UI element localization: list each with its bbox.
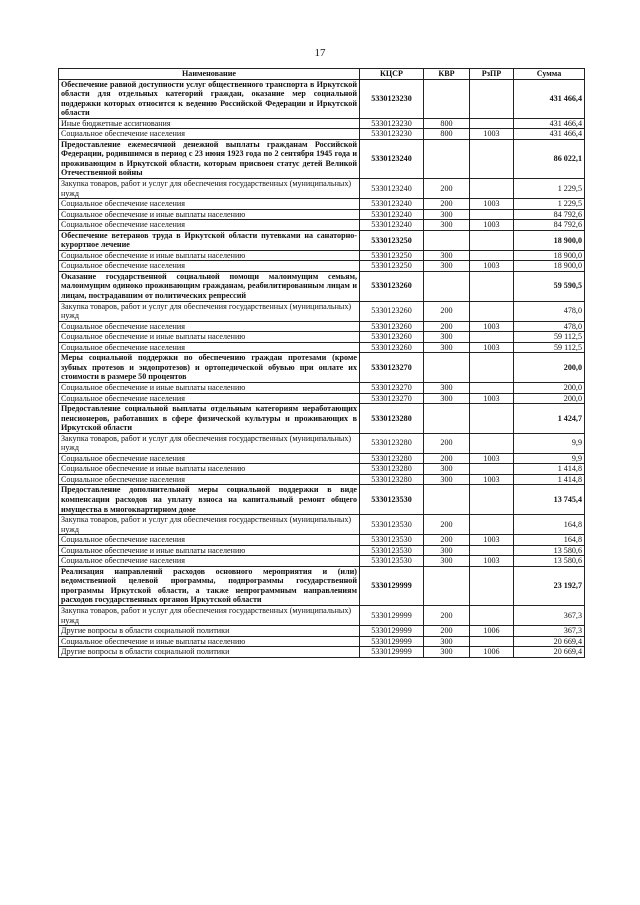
cell-sum: 23 192,7 [514,566,585,605]
cell-name: Социальное обеспечение и иные выплаты населению [59,209,360,220]
table-row [59,647,585,658]
table-row-section [59,230,585,250]
cell-rzpr [470,271,514,301]
cell-kcsr: 5330123240 [360,209,424,220]
cell-kcsr: 5330123260 [360,271,424,301]
cell-rzpr [470,382,514,393]
table-row-section [59,79,585,118]
cell-kcsr: 5330123260 [360,342,424,353]
cell-name: Закупка товаров, работ и услуг для обеспечения государственных (муниципальных) нужд [59,605,360,625]
cell-kvr: 300 [424,393,470,404]
cell-rzpr: 1003 [470,220,514,231]
cell-kvr: 300 [424,464,470,475]
cell-rzpr [470,433,514,453]
cell-name: Социальное обеспечение населения [59,321,360,332]
table-row [59,301,585,321]
table-row [59,636,585,647]
cell-kcsr: 5330123270 [360,353,424,383]
cell-kcsr: 5330123280 [360,453,424,464]
cell-kvr [424,566,470,605]
cell-name: Социальное обеспечение и иные выплаты населению [59,382,360,393]
cell-name: Социальное обеспечение и иные выплаты населению [59,332,360,343]
cell-kvr [424,353,470,383]
cell-name: Закупка товаров, работ и услуг для обеспечения государственных (муниципальных) нужд [59,179,360,199]
cell-sum: 18 900,0 [514,261,585,272]
cell-kcsr: 5330123280 [360,474,424,485]
cell-sum: 478,0 [514,321,585,332]
cell-rzpr: 1003 [470,556,514,567]
cell-rzpr: 1003 [470,535,514,546]
cell-sum: 200,0 [514,382,585,393]
cell-sum: 86 022,1 [514,139,585,178]
table-row [59,433,585,453]
cell-kvr [424,404,470,434]
cell-name: Социальное обеспечение и иные выплаты населению [59,545,360,556]
cell-kcsr: 5330129999 [360,647,424,658]
cell-name: Оказание государственной социальной помощи малоимущим семьям, малоимущим одиноко проживающим гражданам, реабилитированным лицам и лицам, пострадавшим от политических репрессий [59,271,360,301]
table-row [59,321,585,332]
cell-rzpr: 1003 [470,474,514,485]
cell-rzpr [470,404,514,434]
budget-table [58,68,585,658]
cell-sum: 1 414,8 [514,474,585,485]
table-row [59,118,585,129]
cell-kcsr: 5330123530 [360,556,424,567]
cell-rzpr [470,139,514,178]
cell-sum: 1 229,5 [514,199,585,210]
cell-rzpr [470,605,514,625]
cell-kvr: 800 [424,129,470,140]
cell-kcsr: 5330123240 [360,139,424,178]
cell-name: Закупка товаров, работ и услуг для обеспечения государственных (муниципальных) нужд [59,301,360,321]
cell-name: Социальное обеспечение населения [59,220,360,231]
cell-sum: 431 466,4 [514,129,585,140]
table-row [59,179,585,199]
cell-kvr [424,139,470,178]
cell-rzpr [470,301,514,321]
header-kvr: КВР [424,69,470,80]
table-header [59,69,585,80]
cell-kcsr: 5330129999 [360,636,424,647]
cell-sum: 18 900,0 [514,250,585,261]
cell-rzpr [470,250,514,261]
cell-kcsr: 5330123240 [360,179,424,199]
table-row [59,382,585,393]
cell-name: Социальное обеспечение населения [59,556,360,567]
cell-name: Обеспечение ветеранов труда в Иркутской области путевками на санаторно-курортное лечение [59,230,360,250]
cell-sum: 200,0 [514,393,585,404]
cell-kvr: 200 [424,453,470,464]
table-row-section [59,404,585,434]
table-row [59,250,585,261]
cell-sum: 164,8 [514,515,585,535]
cell-kvr: 300 [424,382,470,393]
table-row [59,515,585,535]
cell-kvr: 200 [424,605,470,625]
header-name: Наименование [59,69,360,80]
cell-rzpr [470,464,514,475]
cell-rzpr: 1003 [470,261,514,272]
cell-rzpr: 1006 [470,626,514,637]
cell-kcsr: 5330123280 [360,404,424,434]
cell-sum: 13 580,6 [514,545,585,556]
cell-sum: 367,3 [514,626,585,637]
cell-sum: 59 112,5 [514,342,585,353]
cell-rzpr [470,515,514,535]
cell-kvr [424,79,470,118]
cell-name: Социальное обеспечение населения [59,474,360,485]
cell-name: Другие вопросы в области социальной политики [59,647,360,658]
cell-name: Социальное обеспечение и иные выплаты населению [59,636,360,647]
cell-kvr: 200 [424,626,470,637]
cell-kcsr: 5330123530 [360,535,424,546]
table-row [59,626,585,637]
cell-name: Социальное обеспечение населения [59,199,360,210]
cell-kvr: 200 [424,301,470,321]
cell-kvr: 200 [424,321,470,332]
cell-kvr: 200 [424,515,470,535]
page-number: 17 [314,47,326,59]
cell-kcsr: 5330123250 [360,261,424,272]
cell-sum: 9,9 [514,433,585,453]
cell-sum: 1 229,5 [514,179,585,199]
cell-rzpr: 1003 [470,199,514,210]
table-row-section [59,353,585,383]
cell-kvr: 300 [424,209,470,220]
table-row [59,453,585,464]
cell-name: Другие вопросы в области социальной политики [59,626,360,637]
cell-kcsr: 5330129999 [360,566,424,605]
cell-rzpr: 1003 [470,321,514,332]
cell-kvr: 300 [424,342,470,353]
cell-kvr: 300 [424,220,470,231]
cell-sum: 13 745,4 [514,485,585,515]
cell-name: Социальное обеспечение населения [59,453,360,464]
cell-sum: 9,9 [514,453,585,464]
cell-name: Закупка товаров, работ и услуг для обеспечения государственных (муниципальных) нужд [59,515,360,535]
cell-kcsr: 5330123270 [360,382,424,393]
cell-kvr: 300 [424,636,470,647]
cell-name: Обеспечение равной доступности услуг общественного транспорта в Иркутской области для отдельных категорий граждан, оказание мер социальной поддержки которых относится к ведению Российской Федерации и Иркутской области [59,79,360,118]
header-rzpr: РзПР [470,69,514,80]
cell-rzpr [470,179,514,199]
cell-sum: 84 792,6 [514,209,585,220]
cell-kcsr: 5330123260 [360,332,424,343]
cell-sum: 1 414,8 [514,464,585,475]
cell-kvr: 300 [424,647,470,658]
cell-name: Социальное обеспечение населения [59,129,360,140]
table-row [59,209,585,220]
cell-name: Социальное обеспечение населения [59,261,360,272]
cell-sum: 431 466,4 [514,118,585,129]
cell-kvr: 300 [424,556,470,567]
cell-sum: 20 669,4 [514,636,585,647]
cell-sum: 164,8 [514,535,585,546]
cell-rzpr [470,636,514,647]
table-row [59,556,585,567]
cell-name: Закупка товаров, работ и услуг для обеспечения государственных (муниципальных) нужд [59,433,360,453]
cell-kcsr: 5330123530 [360,515,424,535]
cell-kcsr: 5330129999 [360,605,424,625]
table-row [59,474,585,485]
table-row [59,545,585,556]
cell-sum: 13 580,6 [514,556,585,567]
cell-sum: 20 669,4 [514,647,585,658]
cell-rzpr [470,230,514,250]
table-row [59,393,585,404]
cell-kvr: 300 [424,474,470,485]
cell-kcsr: 5330123230 [360,79,424,118]
cell-kvr: 200 [424,535,470,546]
cell-rzpr: 1003 [470,393,514,404]
cell-name: Социальное обеспечение населения [59,535,360,546]
table-row [59,464,585,475]
cell-sum: 59 112,5 [514,332,585,343]
cell-kcsr: 5330123270 [360,393,424,404]
table-row-section [59,271,585,301]
header-sum: Сумма [514,69,585,80]
cell-name: Социальное обеспечение и иные выплаты населению [59,464,360,475]
cell-kcsr: 5330123280 [360,433,424,453]
cell-kvr: 200 [424,199,470,210]
cell-rzpr [470,118,514,129]
table-row [59,199,585,210]
cell-name: Меры социальной поддержки по обеспечению граждан протезами (кроме зубных протезов и эндопротезов) и ортопедической обувью при оплате их стоимости в размере 50 процентов [59,353,360,383]
cell-rzpr [470,353,514,383]
cell-rzpr [470,485,514,515]
table-row [59,605,585,625]
table-row [59,342,585,353]
cell-kvr [424,271,470,301]
cell-kcsr: 5330123250 [360,250,424,261]
cell-sum: 478,0 [514,301,585,321]
cell-kvr [424,485,470,515]
table-row-section [59,139,585,178]
cell-kvr: 200 [424,433,470,453]
cell-sum: 200,0 [514,353,585,383]
cell-rzpr: 1006 [470,647,514,658]
cell-kcsr: 5330123250 [360,230,424,250]
cell-kcsr: 5330123280 [360,464,424,475]
cell-name: Социальное обеспечение и иные выплаты населению [59,250,360,261]
cell-name: Иные бюджетные ассигнования [59,118,360,129]
cell-rzpr [470,209,514,220]
cell-kcsr: 5330123260 [360,301,424,321]
table-row [59,332,585,343]
table-row [59,220,585,231]
table-row [59,261,585,272]
cell-name: Предоставление ежемесячной денежной выплаты гражданам Российской Федерации, родившимся в период с 23 июня 1923 года по 2 сентября 1945 года и проживающим в Иркутской области, которым присвоен статус детей Великой Отечественной войны [59,139,360,178]
cell-name: Социальное обеспечение населения [59,393,360,404]
cell-kvr: 300 [424,332,470,343]
cell-sum: 59 590,5 [514,271,585,301]
cell-sum: 431 466,4 [514,79,585,118]
cell-sum: 18 900,0 [514,230,585,250]
cell-rzpr [470,332,514,343]
cell-kvr: 800 [424,118,470,129]
cell-kcsr: 5330129999 [360,626,424,637]
cell-kcsr: 5330123240 [360,220,424,231]
cell-rzpr [470,79,514,118]
table-row-section [59,566,585,605]
cell-name: Предоставление дополнительной меры социальной поддержки в виде компенсации расходов на уплату взноса на капитальный ремонт общего имущества в многоквартирном доме [59,485,360,515]
cell-kcsr: 5330123530 [360,485,424,515]
table-body [59,79,585,657]
cell-sum: 84 792,6 [514,220,585,231]
table-row [59,535,585,546]
cell-kvr: 300 [424,250,470,261]
cell-name: Социальное обеспечение населения [59,342,360,353]
cell-kvr: 300 [424,545,470,556]
cell-kcsr: 5330123230 [360,118,424,129]
table-row-section [59,485,585,515]
cell-sum: 367,3 [514,605,585,625]
cell-rzpr [470,545,514,556]
cell-rzpr: 1003 [470,129,514,140]
cell-rzpr: 1003 [470,342,514,353]
header-kcsr: КЦСР [360,69,424,80]
cell-rzpr [470,566,514,605]
cell-name: Реализация направлений расходов основного мероприятия и (или) ведомственной целевой программы, подпрограммы государственной программы Иркутской области, а также непрограммным направлениям расходов государственных органов Иркутской области [59,566,360,605]
cell-sum: 1 424,7 [514,404,585,434]
cell-kvr [424,230,470,250]
cell-kvr: 200 [424,179,470,199]
cell-kvr: 300 [424,261,470,272]
cell-rzpr: 1003 [470,453,514,464]
table-row [59,129,585,140]
cell-name: Предоставление социальной выплаты отдельным категориям неработающих пенсионеров, работавших в сфере физической культуры и проживающих в Иркутской области [59,404,360,434]
cell-kcsr: 5330123530 [360,545,424,556]
cell-kcsr: 5330123230 [360,129,424,140]
cell-kcsr: 5330123260 [360,321,424,332]
cell-kcsr: 5330123240 [360,199,424,210]
